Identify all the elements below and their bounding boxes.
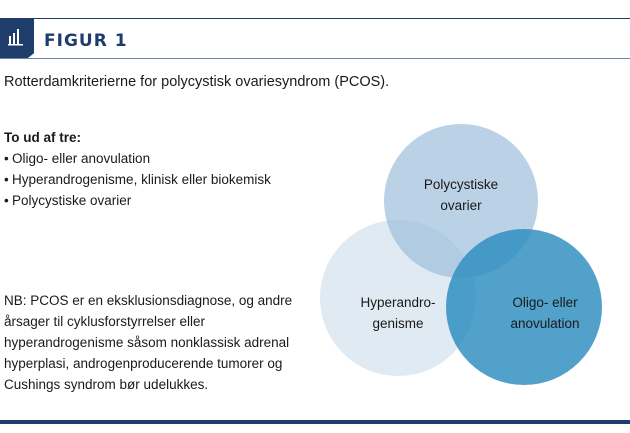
bottom-rule [0, 420, 630, 424]
criteria-title: To ud af tre: [4, 130, 81, 145]
exclusion-note: NB: PCOS er en eksklusionsdiagnose, og andre årsager til cyklusforstyrrelser eller hyperandrogenisme såsom nonklassisk adrenal hyperplasi, androgenproducerende tumorer og Cushings syndrom bør udelukkes. [4, 293, 293, 392]
figure-caption: Rotterdamkriterierne for polycystisk ovariesyndrom (PCOS). [4, 74, 390, 90]
figure-label: FIGUR 1 [44, 31, 128, 51]
criteria-item: • Oligo- eller anovulation [4, 148, 271, 169]
label-polycystic-ovaries [411, 174, 511, 216]
bar-chart-icon [0, 18, 34, 58]
header-rule [0, 58, 630, 59]
label-line: genisme [372, 316, 424, 331]
label-line: Oligo- eller [512, 295, 578, 310]
criteria-item: • Polycystiske ovarier [4, 190, 271, 211]
label-line: ovarier [440, 198, 482, 213]
label-line: Hyperandro- [360, 295, 436, 310]
label-oligo-anovulation [495, 292, 595, 334]
label-hyperandrogenism [348, 292, 448, 334]
criteria-list [4, 148, 271, 211]
venn-diagram [300, 100, 630, 410]
criteria-item: • Hyperandrogenisme, klinisk eller biokemisk [4, 169, 271, 190]
criteria-block [4, 127, 271, 211]
label-line: anovulation [510, 316, 580, 331]
venn-svg [300, 100, 630, 410]
label-line: Polycystiske [423, 177, 499, 192]
top-rule [0, 18, 630, 19]
